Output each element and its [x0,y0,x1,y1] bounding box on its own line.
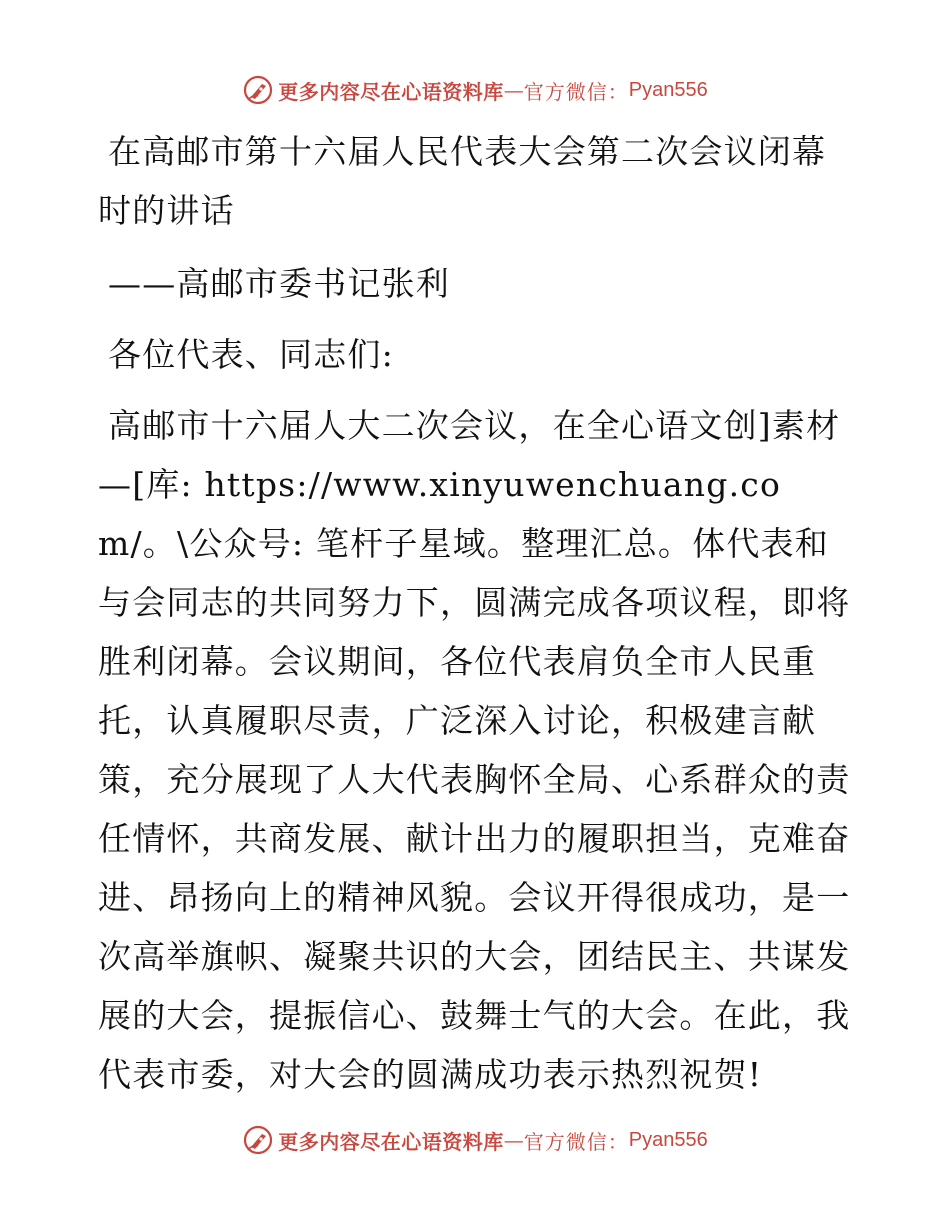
watermark-brand-text: 更多内容尽在心语资料库 [278,1129,504,1154]
watermark-dash: — [503,78,524,102]
watermark-official-label: 官方微信： [523,1129,629,1154]
watermark-wechat-account: Pyan556 [628,78,708,101]
pen-nib-logo-icon [242,1124,274,1156]
document-author-line: ——高邮市委书记张利 [108,264,450,303]
header-watermark-banner [0,70,950,110]
document-title: 在高邮市第十六届人民代表大会第二次会议闭幕时的讲话 [98,132,827,230]
document-paragraph: 高邮市十六届人大二次会议，在全心语文创]素材—[库: https://www.xinyuwenchuang.com/。\公众号: 笔杆子星域。整理汇总。体代表和与会同志的共同努力下，圆满完成各项议程，即将胜利闭幕。会议期间，各位代表肩负全市人民重托，认真履职尽责，广泛深入讨论，积极建言献策，充分展现了人大代表胸怀全局、心系群众的责任情怀，共商发展、献计出力的履职担当，克难奋进、昂扬向上的精神风貌。会议开得很成功，是一次高举旗帜、凝聚共识的大会，团结民主、共谋发展的大会，提振信心、鼓舞士气的大会。在此，我代表市委，对大会的圆满成功表示热烈祝贺! [98,406,851,1094]
watermark-dash: — [503,1128,524,1152]
document-body [98,122,858,1116]
document-salutation: 各位代表、同志们: [108,335,394,374]
footer-watermark-banner [0,1120,950,1160]
watermark-wechat-account: Pyan556 [628,1128,708,1151]
watermark-brand-text: 更多内容尽在心语资料库 [278,79,504,104]
watermark-official-label: 官方微信： [523,79,629,104]
pen-nib-logo-icon [242,74,274,106]
